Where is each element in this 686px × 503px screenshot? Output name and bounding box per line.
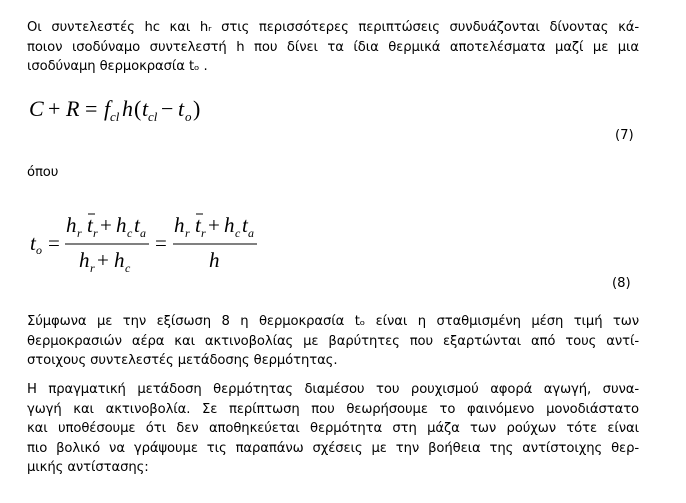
eq7-R: R: [66, 96, 80, 121]
text-line: στοιχους συντελεστές μετάδοσης θερμότητας.: [27, 353, 338, 369]
eq8-n2-t: t: [195, 213, 201, 237]
equation-7: [28, 92, 248, 126]
eq8-n1-t2: t: [134, 213, 140, 237]
eq8-t-sub: o: [36, 243, 42, 257]
text-line: ποιον ισοδύναμο συντελεστή h που δίνει τα ίδια θερμικά αποτελέσματα μαζί με μια: [27, 39, 639, 55]
paragraph-where: [27, 163, 639, 183]
eq8-n2-h-sub: r: [185, 226, 190, 240]
eq8-n1-h2-sub: c: [127, 226, 133, 240]
eq7-t1-sub: cl: [148, 109, 158, 124]
eq7-equals: =: [85, 96, 98, 121]
eq8-n1-h-sub: r: [77, 226, 82, 240]
eq8-equals-2: =: [155, 231, 167, 255]
eq7-plus: +: [48, 96, 61, 121]
equation-number-7: (7): [615, 128, 634, 143]
text-line: και υποθέσουμε ότι δεν αποθηκεύεται θερμότητα στη μάζα των ρούχων τότε είναι: [27, 421, 639, 437]
text-line: θερμοκρασιών αέρα και ακτινοβολίας με βαρύτητες που εξαρτώνται από τους αντί-: [27, 333, 639, 349]
eq8-n2-t-sub: r: [201, 226, 206, 240]
eq8-n2-h2-sub: c: [235, 226, 241, 240]
eq8-n2-h2: h: [224, 213, 235, 237]
eq8-plus-1: +: [100, 213, 112, 237]
eq8-equals-1: =: [48, 231, 60, 255]
eq7-f: f: [104, 96, 111, 121]
eq8-n1-h: h: [66, 213, 77, 237]
eq7-t2-sub: o: [185, 109, 192, 124]
text-line: Σύμφωνα με την εξίσωση 8 η θερμοκρασία tₒ είναι η σταθμισμένη μέση τιμή των: [27, 314, 639, 329]
text-line: Η πραγματική μετάδοση θερμότητας διαμέσου του ρουχισμού αφορά αγωγή, συνα-: [27, 382, 639, 397]
eq8-n1-t2-sub: a: [140, 226, 146, 240]
eq8-d1-h2: h: [114, 248, 125, 272]
eq8-d1-h-sub: r: [90, 261, 95, 275]
eq8-n1-t-sub: r: [93, 226, 98, 240]
eq8-n2-t2: t: [242, 213, 248, 237]
eq8-d1-h: h: [79, 248, 90, 272]
eq7-minus: −: [161, 96, 174, 121]
eq7-C: C: [29, 96, 44, 121]
text-line: γωγή και ακτινοβολία. Σε περίπτωση που θεωρήσουμε το φαινόμενο μονοδιάστατο: [27, 401, 639, 417]
eq8-d1-h2-sub: c: [125, 261, 131, 275]
eq8-d2-h: h: [209, 248, 220, 272]
eq7-rparen: ): [193, 96, 201, 121]
text-line: μικής αντίστασης:: [27, 460, 149, 476]
text-line: πιο βολικό να γράψουμε τις παραπάνω σχέσεις με την βοήθεια της αντίστοιχης θερ-: [27, 440, 639, 456]
eq7-t2: t: [178, 96, 185, 121]
eq8-n1-t: t: [87, 213, 93, 237]
paragraph-heat-transfer: [27, 380, 639, 478]
text-line: ισοδύναμη θερμοκρασία tₒ .: [27, 59, 208, 75]
eq8-n2-h: h: [174, 213, 185, 237]
eq7-lparen: (: [134, 96, 142, 121]
equation-number-8: (8): [612, 276, 631, 291]
equation-8: [28, 208, 268, 280]
eq8-n2-t2-sub: a: [248, 226, 254, 240]
eq8-t: t: [30, 231, 36, 255]
paragraph-weighted-mean: [27, 312, 639, 371]
eq7-t1: t: [142, 96, 149, 121]
eq7-h: h: [122, 96, 133, 121]
text-line: Οι συντελεστές hᴄ και hᵣ στις περισσότερες περιπτώσεις συνδυάζονται δίνοντας κά-: [27, 20, 639, 35]
eq8-plus-3: +: [208, 213, 220, 237]
eq8-n1-h2: h: [116, 213, 127, 237]
text-line: όπου: [27, 165, 59, 180]
eq8-plus-2: +: [97, 248, 109, 272]
paragraph-intro: [27, 18, 639, 77]
eq7-f-sub: cl: [110, 109, 120, 124]
